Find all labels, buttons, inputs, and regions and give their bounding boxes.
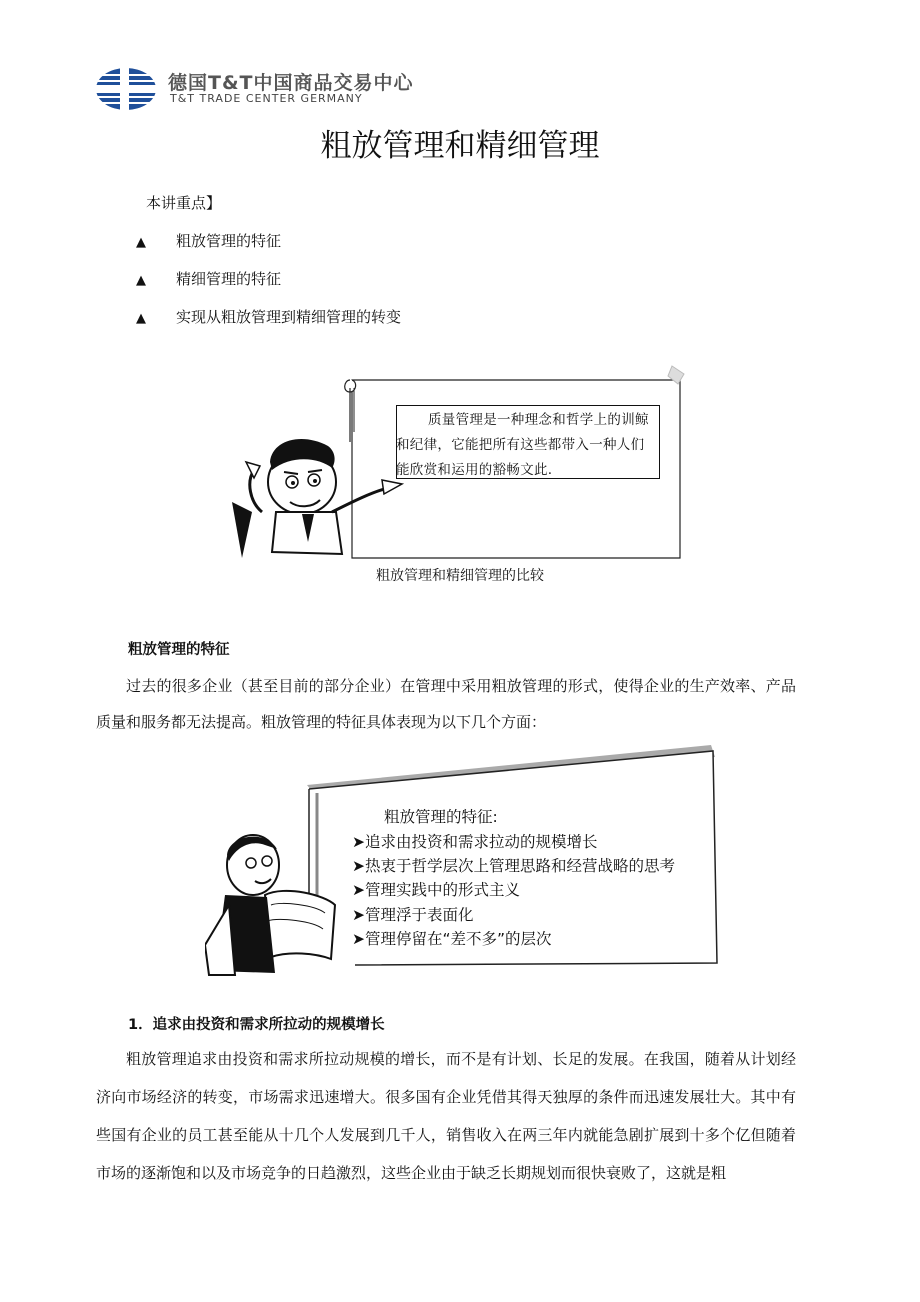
key-point-item <box>136 230 281 251</box>
section-heading: 粗放管理的特征 <box>128 642 230 658</box>
board-item: ➤管理停留在“差不多”的层次 <box>352 930 552 948</box>
section-paragraph: 过去的很多企业（甚至目前的部分企业）在管理中采用粗放管理的形式，使得企业的生产效率、产品质量和服务都无法提高。粗放管理的特征具体表现为以下几个方面： <box>96 677 796 731</box>
board-title: 粗放管理的特征: <box>384 808 498 826</box>
logo-chinese-name: 德国T&T中国商品交易中心 <box>168 72 414 94</box>
triangle-bullet-icon: ▲ <box>136 235 146 250</box>
key-points-heading: 本讲重点】 <box>146 194 222 212</box>
key-point-item <box>136 306 401 327</box>
key-point-text: 精细管理的特征 <box>176 270 282 288</box>
page-title: 粗放管理和精细管理 <box>320 128 600 164</box>
quote-text: 质量管理是一种理念和哲学上的训鲸和纪律，它能把所有这些都带入一种人们能欣赏和运用的豁畅文此. <box>396 412 649 478</box>
triangle-bullet-icon: ▲ <box>136 311 146 326</box>
board-item: ➤管理实践中的形式主义 <box>352 881 520 899</box>
board-item: ➤热衷于哲学层次上管理思路和经营战略的思考 <box>352 857 675 875</box>
header-logo <box>96 66 466 112</box>
key-point-item <box>136 268 281 289</box>
triangle-bullet-icon: ▲ <box>136 273 146 288</box>
globe-logo-icon <box>96 66 160 112</box>
subsection-heading: 1．追求由投资和需求所拉动的规模增长 <box>128 1017 385 1033</box>
board-item: ➤管理浮于表面化 <box>352 906 474 924</box>
figure-caption: 粗放管理和精细管理的比较 <box>376 568 544 584</box>
key-point-text: 实现从粗放管理到精细管理的转变 <box>176 308 402 326</box>
logo-english-name: T&T TRADE CENTER GERMANY <box>170 92 363 105</box>
subsection-paragraph: 粗放管理追求由投资和需求所拉动规模的增长，而不是有计划、长足的发展。在我国，随着从计划经济向市场经济的转变，市场需求迅速增大。很多国有企业凭借其得天独厚的条件而迅速发展壮大。其中有些国有企业的员工甚至能从十几个人发展到几千人，销售收入在两三年内就能急剧扩展到十多个亿但随着市场的逐渐饱和以及市场竞争的日趋激烈，这些企业由于缺乏长期规划而很快衰败了，这就是粗 <box>96 1050 796 1182</box>
key-point-text: 粗放管理的特征 <box>176 232 282 250</box>
board-item: ➤追求由投资和需求拉动的规模增长 <box>352 833 598 851</box>
